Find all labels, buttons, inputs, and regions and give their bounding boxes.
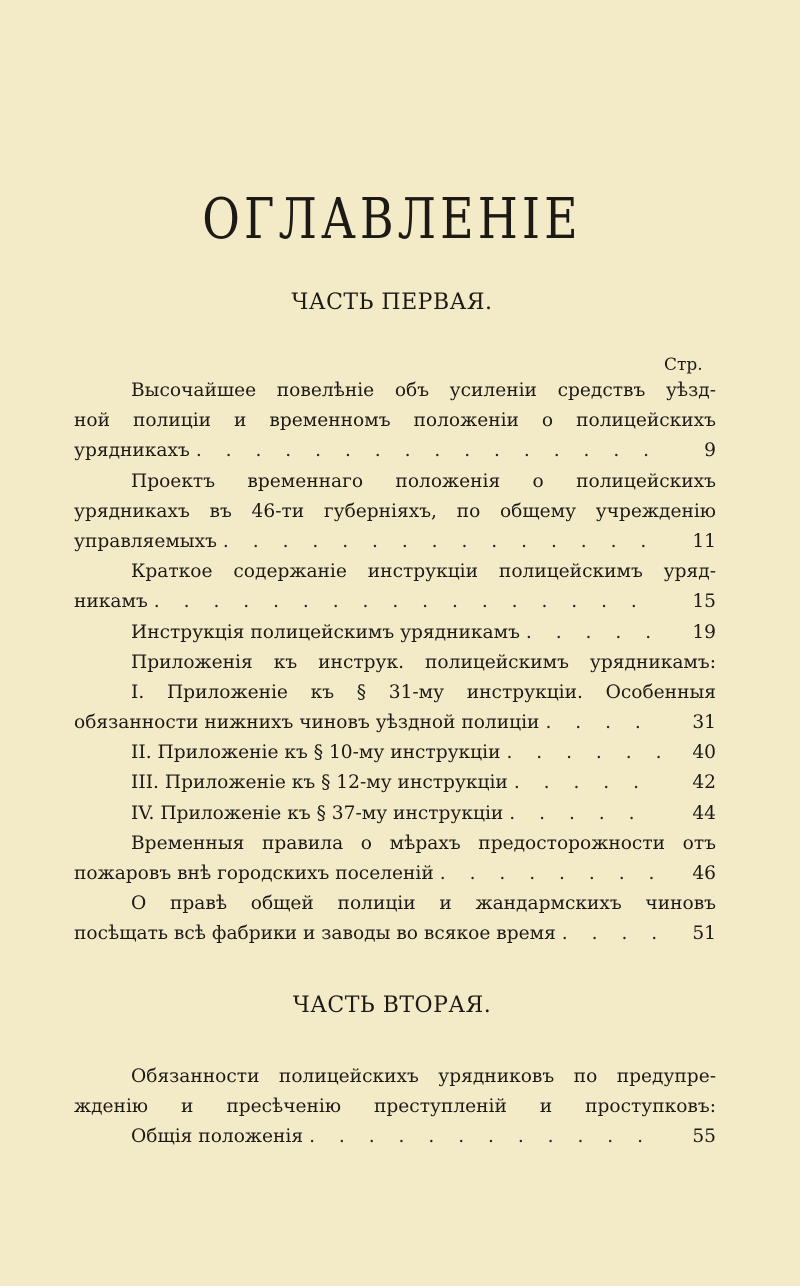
toc-line xyxy=(74,1122,716,1152)
toc-page-number: 55 xyxy=(692,1126,716,1148)
toc-entry-text: посѣщать всѣ фабрики и заводы во всякое время xyxy=(74,923,556,945)
toc-page-number: 15 xyxy=(692,591,716,613)
toc-line: Приложенія къ инструк. полицейскимъ урядникамъ: xyxy=(131,651,716,673)
toc-line xyxy=(74,768,716,798)
dot-leader xyxy=(514,768,660,798)
toc-entry-text: обязанности нижнихъ чиновъ уѣздной полиціи xyxy=(74,712,540,734)
toc-line xyxy=(74,436,716,466)
toc-page-number: 51 xyxy=(692,923,716,945)
toc-entry-text: Инструкція полицейскимъ урядникамъ xyxy=(131,621,520,643)
dot-leader xyxy=(196,436,660,466)
toc-page-number: 42 xyxy=(692,772,716,794)
toc-entry-text: II. Приложеніе къ § 10-му инструкціи xyxy=(131,742,501,764)
toc-part-one xyxy=(74,376,716,950)
dot-leader xyxy=(309,1122,660,1152)
toc-line: Высочайшее повелѣніе объ усиленіи средствъ уѣзд- xyxy=(131,380,716,401)
toc-line: урядникахъ въ 46-ти губерніяхъ, по общему учрежденію xyxy=(74,500,716,522)
toc-entry-text: Общія положенія xyxy=(131,1126,304,1148)
toc-line: Временныя правила о мѣрахъ предосторожности отъ xyxy=(131,832,716,854)
page-column-label: Стр. xyxy=(664,355,703,375)
toc-line xyxy=(74,919,716,949)
toc-part-two xyxy=(74,1062,716,1153)
toc-line: Краткое содержаніе инструкціи полицейскимъ уряд- xyxy=(131,561,716,583)
toc-line xyxy=(74,587,716,617)
part-two-heading: ЧАСТЬ ВТОРАЯ. xyxy=(292,993,492,1018)
toc-line: I. Приложеніе къ § 31-му инструкціи. Особенныя xyxy=(131,681,716,703)
toc-page-number: 9 xyxy=(704,440,716,462)
dot-leader xyxy=(526,618,660,648)
dot-leader xyxy=(562,919,660,949)
toc-line: жденію и пресѣченію преступленій и проступковъ: xyxy=(74,1096,716,1118)
toc-line xyxy=(74,708,716,738)
part-one-heading: ЧАСТЬ ПЕРВАЯ. xyxy=(291,290,493,315)
toc-line: Проектъ временнаго положенія о полицейскихъ xyxy=(131,470,716,492)
toc-line xyxy=(74,799,716,829)
dot-leader xyxy=(506,738,660,768)
toc-line xyxy=(74,527,716,557)
toc-entry-text: пожаровъ внѣ городскихъ поселеній xyxy=(74,863,434,884)
toc-entry-text: управляемыхъ xyxy=(74,530,217,552)
toc-entry-text: III. Приложеніе къ § 12-му инструкціи xyxy=(131,772,508,794)
toc-line: Обязанности полицейскихъ урядниковъ по предупре- xyxy=(131,1066,716,1087)
toc-line xyxy=(74,738,716,768)
toc-page-number: 11 xyxy=(692,530,716,552)
toc-line: О правѣ общей полиціи и жандармскихъ чиновъ xyxy=(131,893,716,915)
toc-line xyxy=(74,618,716,648)
toc-line xyxy=(74,859,716,889)
dot-leader xyxy=(545,708,660,738)
page-title: ОГЛАВЛЕНІЕ xyxy=(202,187,582,252)
toc-entry-text: никамъ xyxy=(74,591,148,613)
dot-leader xyxy=(440,859,660,889)
toc-entry-text: IV. Приложеніе къ § 37-му инструкціи xyxy=(131,802,504,824)
toc-page-number: 31 xyxy=(692,712,716,734)
toc-line: ной полиціи и временномъ положеніи о полицейскихъ xyxy=(74,410,716,432)
dot-leader xyxy=(223,527,660,557)
toc-page-number: 44 xyxy=(692,802,716,824)
dot-leader xyxy=(154,587,660,617)
dot-leader xyxy=(509,799,660,829)
toc-page-number: 46 xyxy=(692,863,716,884)
toc-entry-text: урядникахъ xyxy=(74,440,190,462)
toc-page-number: 19 xyxy=(692,621,716,643)
toc-page-number: 40 xyxy=(692,742,716,764)
